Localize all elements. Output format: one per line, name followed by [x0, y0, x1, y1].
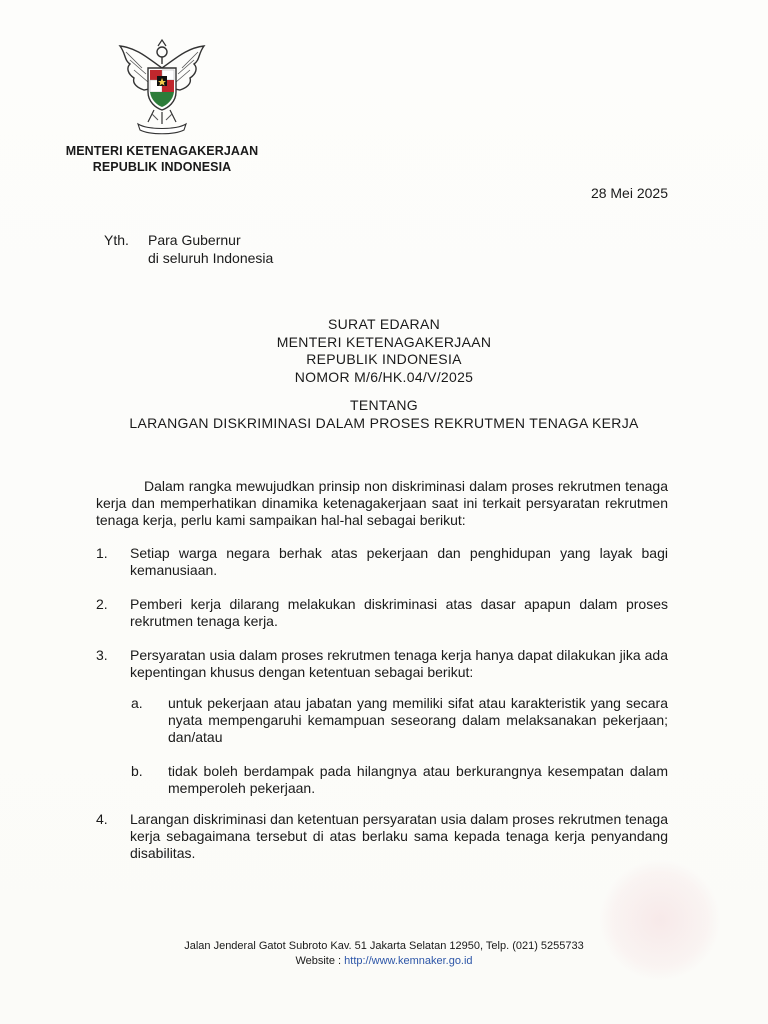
list-item-text: Larangan diskriminasi dan ketentuan persyaratan usia dalam proses rekrutmen tenaga kerja sebagaimana tersebut di atas berlaku sama kepada tenaga kerja penyandang disabilitas. — [130, 811, 668, 861]
sub-list-item-text: tidak boleh berdampak pada hilangnya atau berkurangnya kesempatan dalam memperoleh pekerjaan. — [168, 763, 668, 796]
document-title — [0, 316, 768, 386]
addressee-label: Yth. — [104, 232, 129, 248]
list-item-number: 2. — [96, 596, 108, 612]
intro-paragraph: Dalam rangka mewujudkan prinsip non diskriminasi dalam proses rekrutmen tenaga kerja dan memperhatikan dinamika ketenagakerjaan saat ini terkait persyaratan rekrutmen tenaga kerja, perlu kami sampaikan hal-hal sebagai berikut: — [96, 478, 668, 528]
list-item-number: 4. — [96, 811, 108, 827]
list-item-number: 1. — [96, 545, 108, 561]
sub-list-item-letter: a. — [131, 695, 143, 711]
footer-website — [0, 954, 768, 969]
footer-address: Jalan Jenderal Gatot Subroto Kav. 51 Jakarta Selatan 12950, Telp. (021) 5255733 — [184, 940, 584, 952]
list-item — [96, 811, 668, 862]
letter-footer — [0, 939, 768, 969]
subject-text: LARANGAN DISKRIMINASI DALAM PROSES REKRUTMEN TENAGA KERJA — [129, 414, 639, 431]
document-subject — [0, 397, 768, 432]
sub-list-item — [131, 695, 668, 746]
ministry-header — [40, 143, 284, 175]
garuda-emblem-icon — [112, 38, 212, 138]
sub-list-item-letter: b. — [131, 763, 143, 779]
addressee-line-2: di seluruh Indonesia — [148, 250, 274, 266]
title-line-1: SURAT EDARAN — [328, 316, 440, 332]
addressee-block — [104, 231, 273, 267]
list-item-text: Pemberi kerja dilarang melakukan diskriminasi atas dasar apapun dalam proses rekrutmen tenaga kerja. — [130, 596, 668, 629]
addressee-line-1: Para Gubernur — [148, 232, 241, 248]
title-number: NOMOR M/6/HK.04/V/2025 — [294, 368, 474, 385]
ministry-country: REPUBLIK INDONESIA — [92, 160, 232, 174]
list-item — [96, 596, 668, 630]
list-item-text: Persyaratan usia dalam proses rekrutmen tenaga kerja hanya dapat dilakukan jika ada kepentingan khusus dengan ketentuan sebagai berikut: — [130, 647, 668, 680]
website-link[interactable]: http://www.kemnaker.go.id — [344, 955, 473, 967]
list-item-text: Setiap warga negara berhak atas pekerjaan dan penghidupan yang layak bagi kemanusiaan. — [130, 545, 668, 578]
ministry-name: MENTERI KETENAGAKERJAAN — [65, 144, 259, 158]
title-line-2: MENTERI KETENAGAKERJAAN — [276, 333, 492, 350]
title-line-3: REPUBLIK INDONESIA — [306, 351, 462, 367]
sub-list-item-text: untuk pekerjaan atau jabatan yang memiliki sifat atau karakteristik yang secara nyata mempengaruhi kemampuan seseorang dalam melaksanakan pekerjaan; dan/atau — [168, 695, 668, 745]
list-item — [96, 647, 668, 681]
sub-list-item — [131, 763, 668, 797]
list-item — [96, 545, 668, 579]
list-item-number: 3. — [96, 647, 108, 663]
letter-date: 28 Mei 2025 — [590, 185, 668, 201]
footer-website-label: Website : — [295, 955, 342, 967]
subject-about: TENTANG — [350, 397, 418, 413]
